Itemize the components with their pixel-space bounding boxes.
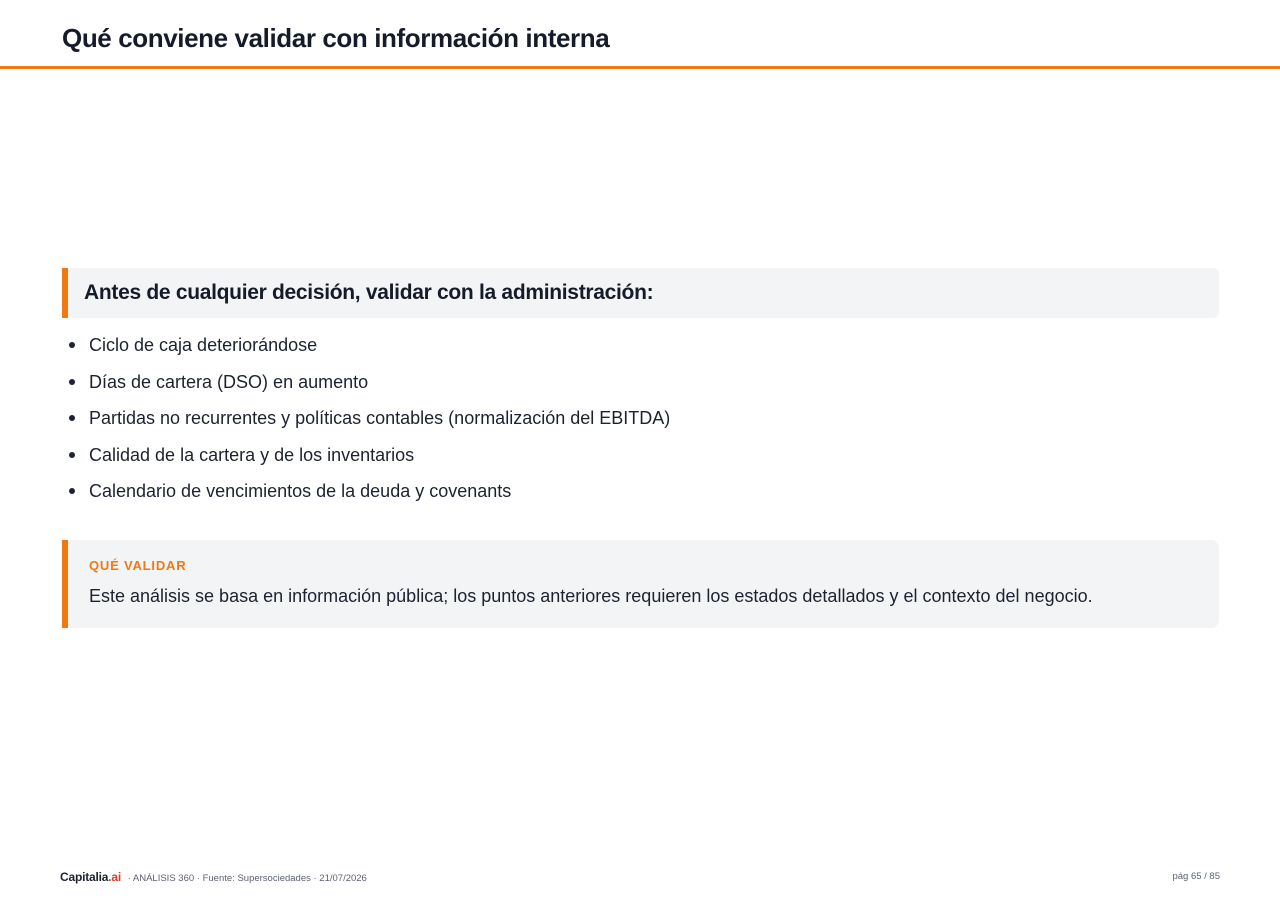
validation-list xyxy=(62,330,1219,513)
list-item xyxy=(62,330,1219,367)
note-kicker: QUÉ VALIDAR xyxy=(89,557,187,573)
page-number: pág 65 / 85 xyxy=(1172,871,1220,882)
bullet-icon xyxy=(69,488,75,494)
list-item-text: Partidas no recurrentes y políticas contables (normalización del EBITDA) xyxy=(89,408,671,428)
main-content xyxy=(62,268,1219,628)
note-text: Este análisis se basa en información pública; los puntos anteriores requieren los estados detallados y el contexto del negocio. xyxy=(89,585,1093,606)
section-heading: Antes de cualquier decisión, validar con la administración: xyxy=(84,281,654,304)
list-item xyxy=(62,367,1219,404)
page-footer xyxy=(60,868,1220,886)
validation-note-box xyxy=(62,540,1219,628)
list-item-text: Ciclo de caja deteriorándose xyxy=(89,335,318,355)
footer-meta: · ANÁLISIS 360 · Fuente: Supersociedades · 21/07/2026 xyxy=(127,873,367,884)
section-heading-box xyxy=(62,268,1219,318)
bullet-icon xyxy=(69,342,75,348)
brand-suffix: .ai xyxy=(108,870,121,884)
brand-name: Capitalia xyxy=(60,870,109,884)
page-title: Qué conviene validar con información interna xyxy=(62,23,610,53)
list-item-text: Días de cartera (DSO) en aumento xyxy=(89,371,369,392)
bullet-icon xyxy=(69,415,75,421)
list-item xyxy=(62,476,1219,513)
list-item-text: Calendario de vencimientos de la deuda y covenants xyxy=(89,481,512,501)
list-item-text: Calidad de la cartera y de los inventarios xyxy=(89,444,415,465)
list-item xyxy=(62,403,1219,440)
title-bar xyxy=(0,0,1280,69)
list-item xyxy=(62,440,1219,477)
bullet-icon xyxy=(69,379,75,385)
bullet-icon xyxy=(69,452,75,458)
brand-logo xyxy=(60,870,121,884)
